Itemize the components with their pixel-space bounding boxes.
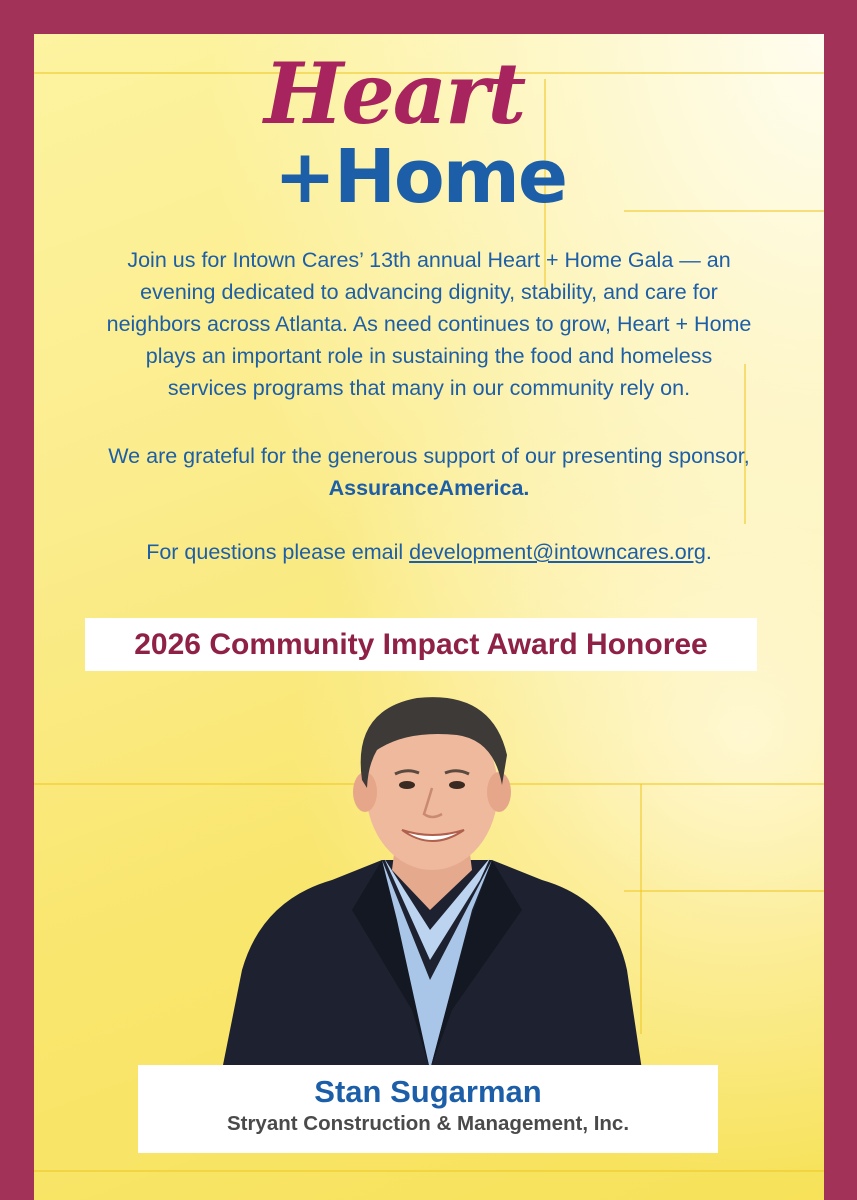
logo-heart-text: Heart	[264, 44, 525, 143]
intro-line: plays an important role in sustaining the food and homeless	[145, 344, 713, 368]
honoree-portrait	[202, 680, 658, 1070]
award-banner	[85, 618, 757, 671]
sponsor-paragraph	[34, 440, 824, 504]
intro-line: neighbors across Atlanta. As need continues to grow, Heart + Home	[106, 312, 752, 336]
intro-line: Join us for Intown Cares’ 13th annual Heart + Home Gala — an	[127, 248, 731, 272]
email-link[interactable]: development@intowncares.org	[409, 540, 706, 564]
sponsor-line: We are grateful for the generous support of our presenting sponsor,	[108, 444, 750, 468]
contact-prefix: For questions please email	[146, 540, 410, 564]
decor-line	[34, 1170, 824, 1172]
honoree-organization: Stryant Construction & Management, Inc.	[226, 1112, 630, 1135]
honoree-name: Stan Sugarman	[314, 1074, 542, 1109]
intro-line: services programs that many in our community rely on.	[167, 376, 691, 400]
heart-home-logo	[260, 44, 600, 220]
decor-line	[624, 210, 824, 212]
contact-suffix: .	[705, 540, 712, 564]
contact-paragraph	[34, 536, 824, 568]
honoree-plate	[138, 1065, 718, 1153]
flyer-panel	[34, 34, 824, 1200]
logo-home-text: +Home	[274, 134, 567, 220]
intro-line: evening dedicated to advancing dignity, stability, and care for	[140, 280, 718, 304]
sponsor-name: AssuranceAmerica.	[328, 476, 530, 500]
award-title: 2026 Community Impact Award Honoree	[134, 627, 708, 661]
intro-paragraph	[34, 244, 824, 404]
